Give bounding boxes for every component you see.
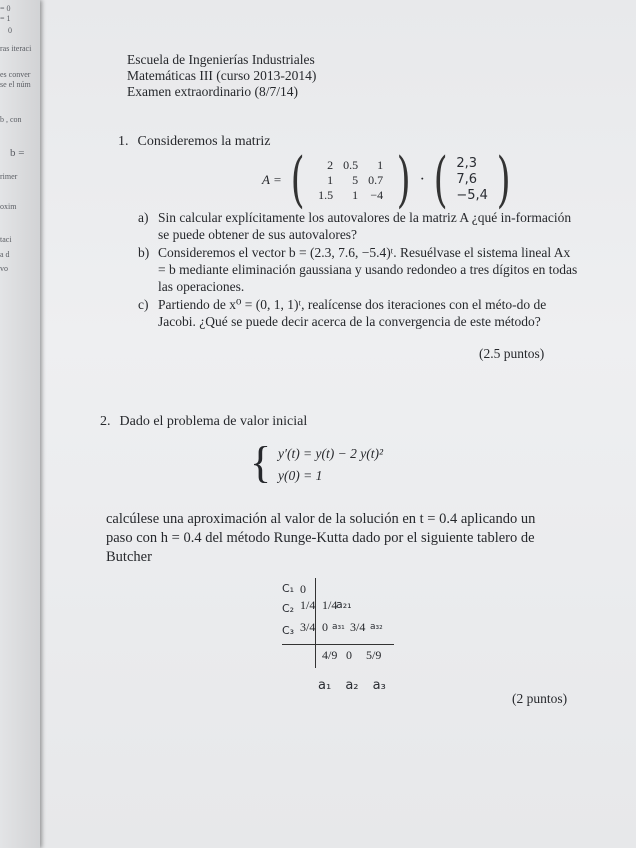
matrix-cell: 0.7 <box>368 172 384 187</box>
back-fragment: 0 <box>8 26 12 35</box>
matrix-cell: 5 <box>352 172 359 187</box>
left-paren: ( <box>433 145 448 215</box>
annotation-a21: a₂₁ <box>336 598 352 611</box>
back-fragment: ras iteraci <box>0 44 32 53</box>
annotation-weight: a₁ <box>318 678 332 693</box>
back-fragment: vo <box>0 264 8 273</box>
item-text: Sin calcular explícitamente los autovalores de la matriz A ¿qué in-formación se puede obtener de sus autovalores? <box>158 210 572 242</box>
matrix-row <box>313 188 388 203</box>
question-number: 1. <box>118 134 129 149</box>
matrix-A <box>313 158 388 203</box>
question-2-heading <box>100 414 307 430</box>
matrix-cell: −4 <box>370 187 384 202</box>
question-2-points: (2 puntos) <box>512 691 568 706</box>
annotation-weight: a₃ <box>372 678 386 693</box>
matrix-cell: 0.5 <box>343 157 359 172</box>
back-fragment: b = <box>10 147 25 159</box>
question-1-item-c <box>138 296 578 330</box>
exam-title: Examen extraordinario (8/7/14) <box>127 84 298 99</box>
exam-header <box>127 52 316 100</box>
dot-operator: · <box>419 171 425 188</box>
underlying-sheet <box>0 0 40 848</box>
handwritten-entry: 2,3 <box>456 156 478 171</box>
handwritten-vector <box>456 156 488 204</box>
matrix-cell: 1.5 <box>318 187 334 202</box>
matrix-cell: 1 <box>352 187 359 202</box>
question-number: 2. <box>100 414 111 429</box>
back-fragment: = 1 <box>0 14 11 23</box>
annotation-a31: a₃₁ <box>332 622 345 632</box>
tableau-b2: 0 <box>346 648 352 662</box>
matrix-label: A = <box>262 172 282 187</box>
question-1-item-a <box>138 209 578 243</box>
back-fragment: es conver <box>0 70 31 79</box>
back-fragment: b , con <box>0 115 22 124</box>
left-paren: ( <box>290 145 305 215</box>
back-fragment: a d <box>0 250 10 259</box>
tableau-a31: 0 <box>322 620 328 634</box>
back-fragment: se el núm <box>0 80 31 89</box>
annotation-a32: a₃₂ <box>370 622 383 632</box>
matrix-row <box>313 158 388 173</box>
question-2-paragraph: calcúlese una aproximación al valor de la solución en t = 0.4 aplicando un paso con h = 0.4 del método Runge-Kutta dado por el siguiente tablero de Butcher <box>106 511 536 565</box>
question-statement: Dado el problema de valor inicial <box>119 414 308 429</box>
matrix-cell: 2 <box>327 157 334 172</box>
item-text: Partiendo de x⁰ = (0, 1, 1)ᵗ, realícense dos iteraciones con el méto-do de Jacobi. ¿Qué se puede decir acerca de la convergencia de este método? <box>158 297 547 329</box>
question-1-heading <box>118 134 270 150</box>
system-brace: { <box>250 438 272 487</box>
question-statement: Consideremos la matriz <box>137 134 271 149</box>
back-fragment: = 0 <box>0 4 11 13</box>
question-1-points: (2.5 puntos) <box>479 346 545 361</box>
question-1-item-b <box>138 244 578 295</box>
school-name: Escuela de Ingenierías Industriales <box>127 52 315 67</box>
item-text: Consideremos el vector b = (2.3, 7.6, −5.4)ᵗ. Resuélvase el sistema lineal Ax = b mediante eliminación gaussiana y usando redondeo a tres dígitos en todas las operaciones. <box>158 245 578 294</box>
back-fragment: taci <box>0 235 12 244</box>
ode-system <box>250 438 384 487</box>
tableau-c1: 0 <box>300 582 306 596</box>
tableau-b1: 4/9 <box>322 648 338 662</box>
tableau-c2: 1/4 <box>300 598 316 612</box>
back-fragment: rimer <box>0 172 18 181</box>
matrix-expression <box>262 145 515 215</box>
handwritten-row-label: C₂ <box>282 602 295 615</box>
ode-equation: y′(t) = y(t) − 2 y(t)² <box>278 446 384 461</box>
tableau-c3: 3/4 <box>300 620 316 634</box>
matrix-row <box>313 173 388 188</box>
butcher-tableau <box>282 578 394 668</box>
tableau-a32: 3/4 <box>350 620 366 634</box>
handwritten-row-label: C₁ <box>282 582 295 595</box>
course-name: Matemáticas III (curso 2013-2014) <box>127 68 317 83</box>
tableau-horizontal-line <box>282 644 394 645</box>
back-fragment: oxim <box>0 202 17 211</box>
handwritten-entry: −5,4 <box>456 188 488 203</box>
tableau-b3: 5/9 <box>366 648 382 662</box>
annotation-weight: a₂ <box>345 678 359 693</box>
handwritten-row-label: C₃ <box>282 624 295 637</box>
matrix-cell: 1 <box>377 157 384 172</box>
tableau-a21: 1/4 <box>322 598 338 612</box>
item-label: c) <box>138 297 149 312</box>
handwritten-weights <box>318 678 386 693</box>
right-paren: ) <box>496 145 511 215</box>
initial-condition: y(0) = 1 <box>278 468 323 483</box>
item-label: b) <box>138 245 150 260</box>
item-label: a) <box>138 210 149 225</box>
matrix-cell: 1 <box>327 172 334 187</box>
right-paren: ) <box>396 145 411 215</box>
handwritten-entry: 7,6 <box>456 172 478 187</box>
